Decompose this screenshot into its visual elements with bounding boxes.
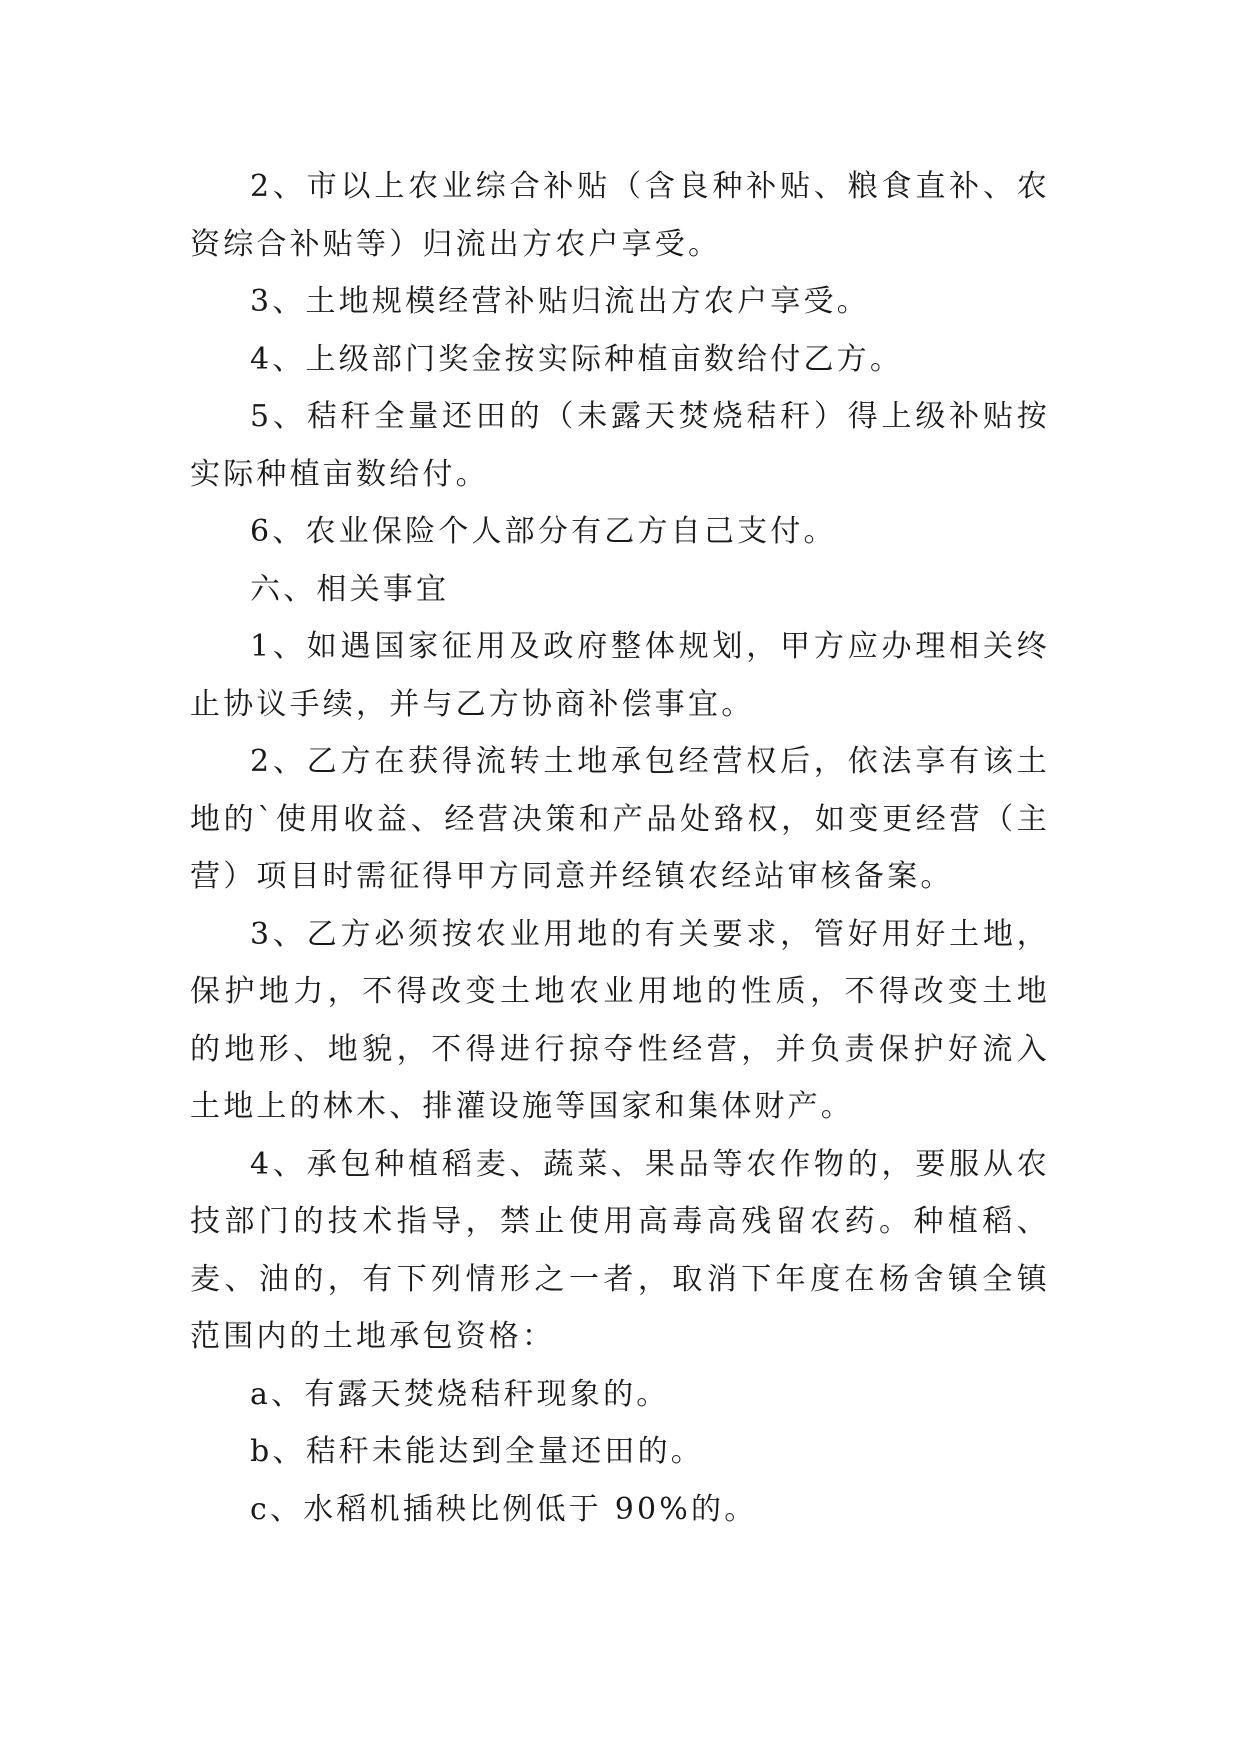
paragraph-matter-1: 1、如遇国家征用及政府整体规划，甲方应办理相关终止协议手续，并与乙方协商补偿事宜。	[190, 629, 1050, 722]
document-body	[190, 158, 1050, 1538]
paragraph-subsidy-4: 4、上级部门奖金按实际种植亩数给付乙方。	[250, 341, 904, 377]
paragraph-matter-2: 2、乙方在获得流转土地承包经营权后，依法享有该土地的`使用收益、经营决策和产品处臵权，如变更经营（主营）项目时需征得甲方同意并经镇农经站审核备案。	[190, 744, 1050, 894]
paragraph-subsidy-2: 2、市以上农业综合补贴（含良种补贴、粮食直补、农资综合补贴等）归流出方农户享受。	[190, 169, 1050, 262]
list-item-b: b、秸秆未能达到全量还田的。	[250, 1434, 705, 1469]
list-item-a: a、有露天焚烧秸秆现象的。	[250, 1376, 670, 1412]
paragraph-subsidy-3: 3、土地规模经营补贴归流出方农户享受。	[250, 284, 870, 319]
paragraph-matter-4: 4、承包种植稻麦、蔬菜、果品等农作物的，要服从农技部门的技术指导，禁止使用高毒高残留农药。种植稻、麦、油的，有下列情形之一者，取消下年度在杨舍镇全镇范围内的土地承包资格：	[190, 1146, 1050, 1354]
paragraph-subsidy-5: 5、秸秆全量还田的（未露天焚烧秸秆）得上级补贴按实际种植亩数给付。	[190, 399, 1050, 492]
paragraph-subsidy-6: 6、农业保险个人部分有乙方自己支付。	[250, 514, 837, 549]
paragraph-matter-3: 3、乙方必须按农业用地的有关要求，管好用好土地，保护地力，不得改变土地农业用地的性质，不得改变土地的地形、地貌，不得进行掠夺性经营，并负责保护好流入土地上的林木、排灌设施等国家和集体财产。	[190, 916, 1050, 1124]
section-heading: 六、相关事宜	[250, 571, 450, 607]
list-item-c: c、水稻机插秧比例低于 90%的。	[250, 1491, 758, 1527]
